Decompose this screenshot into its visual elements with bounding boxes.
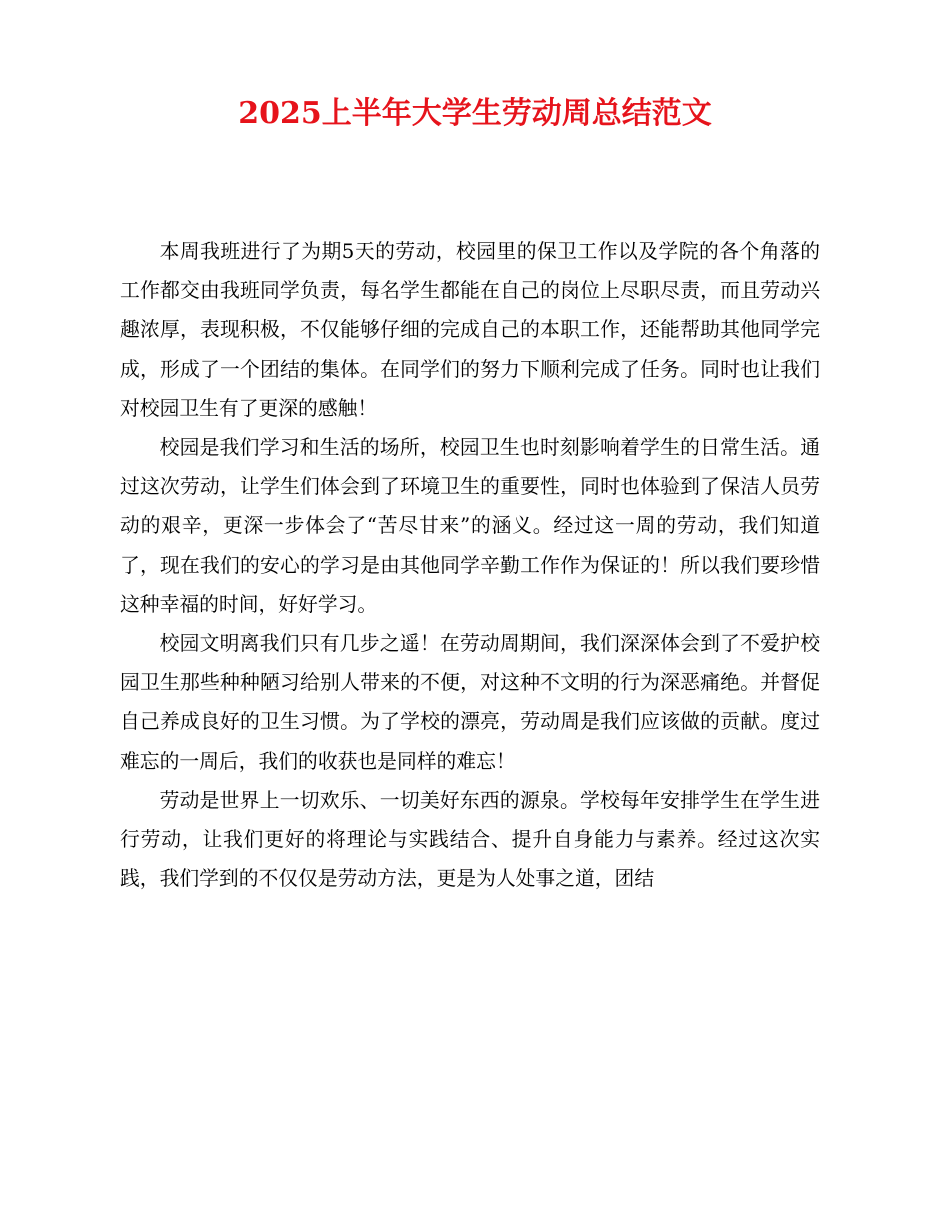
- document-body: [120, 232, 820, 898]
- paragraph-4: 劳动是世界上一切欢乐、一切美好东西的源泉。学校每年安排学生在学生进行劳动，让我们更好的将理论与实践结合、提升自身能力与素养。经过这次实践，我们学到的不仅仅是劳动方法，更是为人处事之道，团结: [120, 788, 820, 891]
- paragraph-3: 校园文明离我们只有几步之遥！在劳动周期间，我们深深体会到了不爱护校园卫生那些种种陋习给别人带来的不便，对这种不文明的行为深恶痛绝。并督促自己养成良好的卫生习惯。为了学校的漂亮，劳动周是我们应该做的贡献。度过难忘的一周后，我们的收获也是同样的难忘！: [120, 632, 820, 773]
- paragraph-2: 校园是我们学习和生活的场所，校园卫生也时刻影响着学生的日常生活。通过这次劳动，让学生们体会到了环境卫生的重要性，同时也体验到了保洁人员劳动的艰辛，更深一步体会了“苦尽甘来”的涵义。经过这一周的劳动，我们知道了，现在我们的安心的学习是由其他同学辛勤工作作为保证的！所以我们要珍惜这种幸福的时间，好好学习。: [120, 436, 820, 616]
- paragraph-1: 本周我班进行了为期5天的劳动，校园里的保卫工作以及学院的各个角落的工作都交由我班同学负责，每名学生都能在自己的岗位上尽职尽责，而且劳动兴趣浓厚，表现积极，不仅能够仔细的完成自己的本职工作，还能帮助其他同学完成，形成了一个团结的集体。在同学们的努力下顺利完成了任务。同时也让我们对校园卫生有了更深的感触！: [120, 240, 820, 420]
- document-title: 2025上半年大学生劳动周总结范文: [238, 96, 712, 131]
